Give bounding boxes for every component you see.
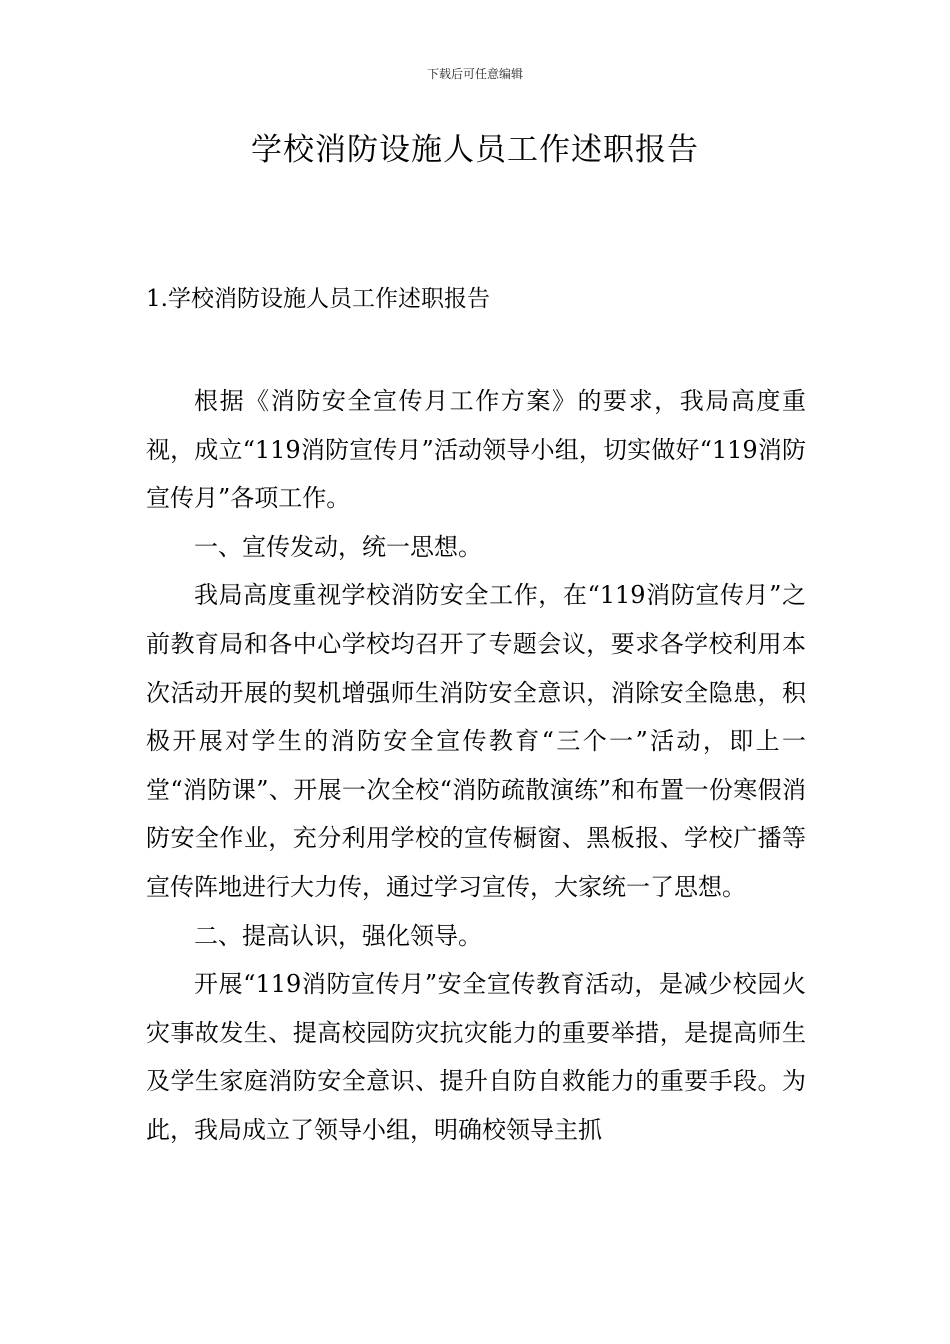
paragraph-awareness: 开展“119消防宣传月”安全宣传教育活动，是减少校园火灾事故发生、提高校园防灾抗灾能力的重要举措，是提高师生及学生家庭消防安全意识、提升自防自救能力的重要手段。为此，我局成立了领导小组，明确校领导主抓	[146, 970, 806, 1144]
section-heading: 1.学校消防设施人员工作述职报告	[146, 286, 490, 312]
header-note: 下载后可任意编辑	[426, 67, 523, 81]
paragraph-heading-1: 一、宣传发动，统一思想。	[194, 532, 482, 561]
paragraph-publicity: 我局高度重视学校消防安全工作，在“119消防宣传月”之前教育局和各中心学校均召开了专题会议，要求各学校利用本次活动开展的契机增强师生消防安全意识，消除安全隐患，积极开展对学生的消防安全宣传教育“三个一”活动，即上一堂“消防课”、开展一次全校“消防疏散演练”和布置一份寒假消防安全作业，充分利用学校的宣传橱窗、黑板报、学校广播等宣传阵地进行大力传，通过学习宣传，大家统一了思想。	[146, 581, 806, 901]
paragraph-intro: 根据《消防安全宣传月工作方案》的要求，我局高度重视，成立“119消防宣传月”活动领导小组，切实做好“119消防宣传月”各项工作。	[146, 387, 806, 513]
document-title: 学校消防设施人员工作述职报告	[251, 132, 699, 168]
document-body	[146, 377, 806, 1155]
paragraph-heading-2: 二、提高认识，强化领导。	[194, 921, 482, 950]
